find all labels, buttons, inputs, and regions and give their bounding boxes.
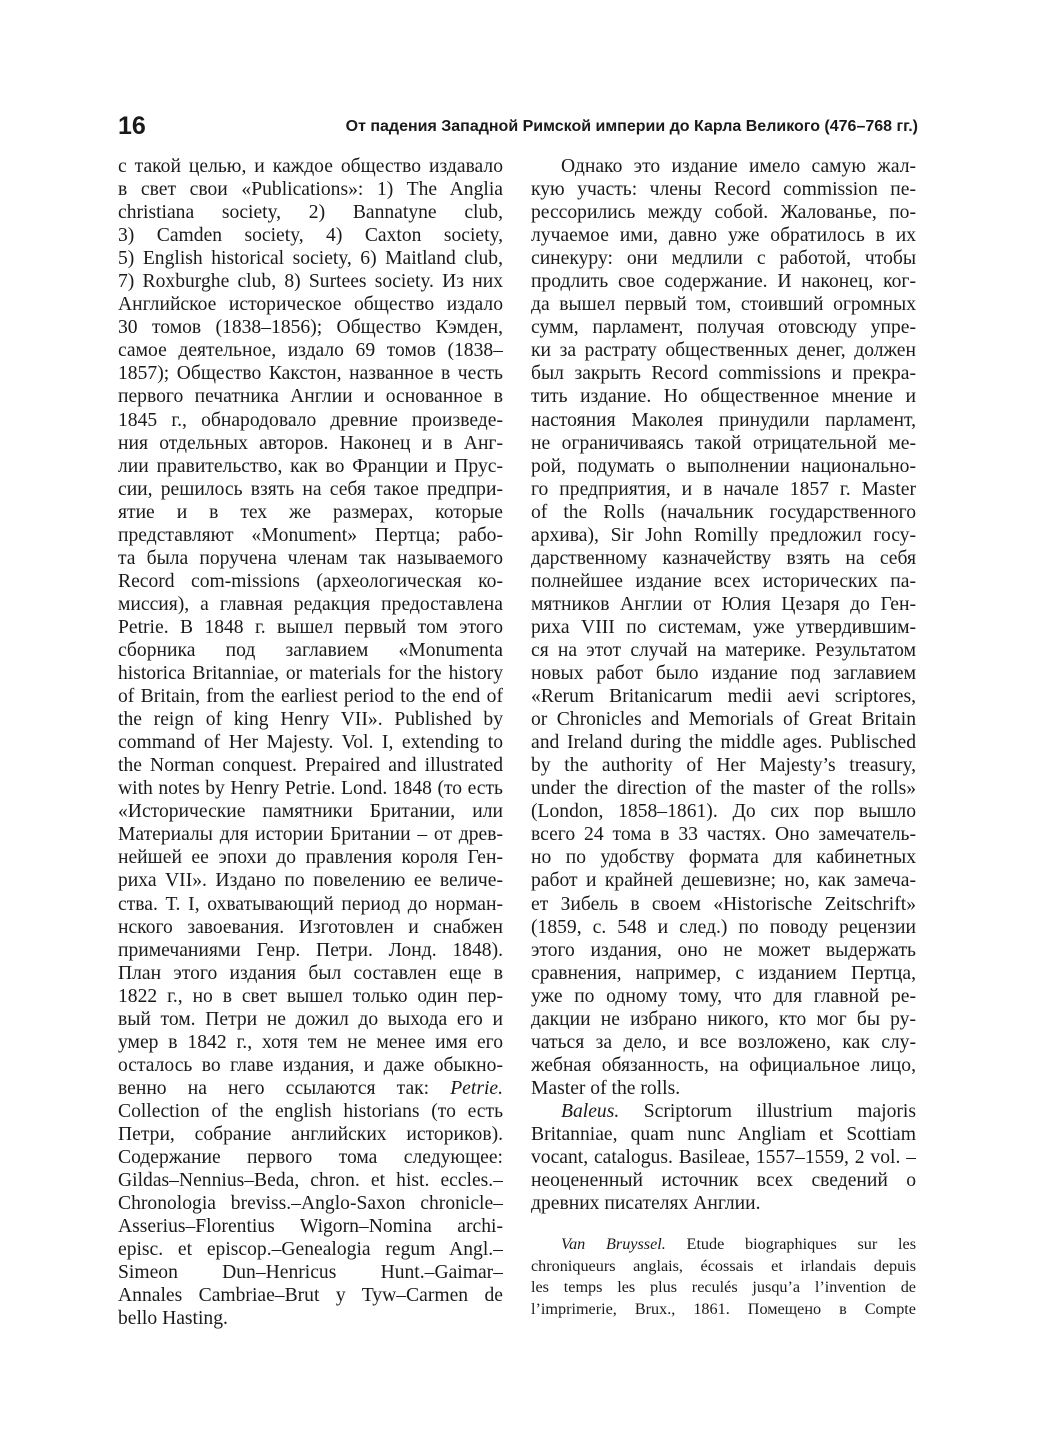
text-line: продлить свое содержание. И наконец, ког- — [531, 271, 916, 293]
text-line: (1859, с. 548 и след.) по поводу рецензии — [531, 916, 916, 938]
text-line: command of Her Majesty. Vol. I, extending to — [118, 732, 503, 754]
text-line: Содержание первого тома следующее: — [118, 1147, 503, 1169]
text-line: vocant, catalogus. Basileae, 1557–1559, 2 vol. – — [531, 1147, 916, 1169]
text-line: (London, 1858–1861). До сих пор вышло — [531, 801, 916, 823]
text-line: Петри, собрание английских историков). — [118, 1123, 503, 1145]
text-line: полнейшее издание всех исторических па- — [531, 570, 916, 592]
text-line: Britanniae, quam nunc Angliam et Scottiam — [531, 1123, 916, 1145]
text-line: ства. Т. I, охватывающий период до норман- — [118, 893, 503, 915]
text-line: ся на этот случай на материке. Результатом — [531, 639, 916, 661]
text-line: 1845 г., обнародовало древние произведе- — [118, 409, 503, 431]
text-line: тить издание. Но общественное мнение и — [531, 386, 916, 408]
text-line: но по удобству формата для кабинетных — [531, 847, 916, 869]
text-line: лучаемое ими, давно уже обратилось в их — [531, 225, 916, 247]
text-line: Asserius–Florentius Wigorn–Nomina archi- — [118, 1216, 503, 1238]
footnote-line: Van Bruyssel. Etude biographiques sur les — [561, 1235, 916, 1253]
text-line: примечаниями Генр. Петри. Лонд. 1848). — [118, 939, 503, 961]
footnote-line: l’imprimerie, Brux., 1861. Помещено в Compte — [531, 1299, 916, 1318]
text-line: новых работ было издание под заглавием — [531, 663, 916, 685]
text-line: с такой целью, и каждое общество издавало — [118, 156, 503, 177]
text-line: уже по одному тому, что для главной ре- — [531, 985, 916, 1007]
text-line: Baleus. Scriptorum illustrium majoris — [561, 1100, 916, 1122]
text-line: кую участь: члены Record commission пе- — [531, 179, 916, 201]
text-line: сумм, парламент, получая отовсюду упре- — [531, 317, 916, 339]
text-line: bello Hasting. — [118, 1308, 228, 1330]
text-line: был закрыть Record commissions и прекра- — [531, 363, 916, 385]
text-line: осталось во главе издания, и даже обыкно- — [118, 1054, 503, 1076]
text-line: вый том. Петри не дожил до выхода его и — [118, 1008, 503, 1030]
text-line: риха VIII по системам, уже утвердившим- — [531, 616, 916, 638]
text-line: Record com-missions (археологическая ко- — [118, 570, 503, 592]
text-line: historica Britanniae, or materials for the history — [118, 663, 503, 685]
text-line: Collection of the english historians (то есть — [118, 1100, 503, 1122]
running-title: От падения Западной Римской империи до Карла Великого (476–768 гг.) — [345, 118, 918, 135]
text-line: Petrie. В 1848 г. вышел первый том этого — [118, 616, 503, 638]
page-header — [118, 112, 918, 142]
footnote-line: chroniqueurs anglais, écossais et irlandais depuis — [531, 1256, 916, 1275]
text-line: or Chronicles and Memorials of Great Britain — [531, 709, 916, 731]
text-line: «Исторические памятники Британии, или — [118, 801, 503, 823]
text-line: by the authority of Her Majesty’s treasury, — [531, 755, 916, 777]
text-line: the Norman conquest. Prepaired and illustrated — [118, 755, 503, 777]
text-line: представляют «Monument» Пертца; рабо- — [118, 524, 503, 546]
text-line: Gildas–Nennius–Beda, chron. et hist. eccles.– — [118, 1170, 503, 1192]
text-line: 1857); Общество Какстон, названное в честь — [118, 363, 503, 385]
text-line: венно на него ссылаются так: Petrie. — [118, 1077, 503, 1099]
text-line: of the Rolls (начальник государственного — [531, 501, 916, 523]
footnote-line: les temps les plus reculés jusqu’a l’invention de — [531, 1278, 916, 1296]
text-line: christiana society, 2) Bannatyne club, — [118, 202, 503, 224]
text-line: синекуру: они медлили с работой, чтобы — [531, 248, 916, 270]
text-line: самое деятельное, издало 69 томов (1838– — [118, 340, 503, 362]
text-line: План этого издания был составлен еще в — [118, 962, 503, 984]
text-line: го предприятия, и в начале 1857 г. Master — [531, 478, 916, 500]
text-line: Однако это издание имело самую жал- — [561, 156, 916, 177]
text-line: ятие и в тех же размерах, которые — [118, 501, 503, 523]
text-line: настояния Маколея принудили парламент, — [531, 409, 916, 431]
text-line: нского завоевания. Изготовлен и снабжен — [118, 916, 503, 938]
text-line: the reign of king Henry VII». Published by — [118, 709, 503, 731]
text-line: Материалы для истории Британии – от древ- — [118, 824, 503, 846]
footnote — [531, 1234, 916, 1320]
text-line: ки за растрату общественных денег, должен — [531, 340, 916, 362]
text-line: Master of the rolls. — [531, 1077, 681, 1099]
right-text-column — [531, 155, 916, 1215]
text-line: мятников Англии от Юлия Цезаря до Ген- — [531, 593, 916, 615]
text-line: умер в 1842 г., хотя тем не менее имя его — [118, 1031, 503, 1053]
text-line: неоцененный источник всех сведений о — [531, 1170, 916, 1192]
text-line: 5) English historical society, 6) Maitland club, — [118, 248, 503, 270]
text-line: under the direction of the master of the rolls» — [531, 778, 916, 800]
text-line: первого печатника Англии и основанное в — [118, 386, 503, 408]
text-line: чаться за дело, и все возложено, как слу- — [531, 1031, 916, 1053]
text-line: ет Зибель в своем «Historische Zeitschrift» — [531, 893, 916, 915]
text-line: в свет свои «Publications»: 1) The Anglia — [118, 179, 503, 201]
text-line: жебная обязанность, на официальное лицо, — [531, 1054, 916, 1076]
text-line: of Britain, from the earliest period to the end of — [118, 686, 503, 708]
text-line: всего 24 тома в 33 частях. Оно замечатель- — [531, 824, 916, 846]
text-line: сборника под заглавием «Monumenta — [118, 639, 503, 661]
text-line: episc. et episcop.–Genealogia regum Angl.– — [118, 1239, 503, 1261]
text-line: миссия), а главная редакция предоставлена — [118, 593, 503, 615]
text-line: лии правительство, как во Франции и Прус- — [118, 455, 503, 477]
text-line: архива), Sir John Romilly предложил госу- — [531, 524, 916, 546]
text-line: не ограничиваясь такой отрицательной ме- — [531, 432, 916, 454]
text-line: ния отдельных авторов. Наконец и в Анг- — [118, 432, 503, 454]
text-line: Chronologia breviss.–Anglo-Saxon chronicle– — [118, 1193, 503, 1215]
text-line: Simeon Dun–Henricus Hunt.–Gaimar– — [118, 1262, 503, 1284]
text-line: 1822 г., но в свет вышел только один пер- — [118, 985, 503, 1007]
text-line: риха VII». Издано по повелению ее величе- — [118, 870, 503, 892]
text-line: древних писателях Англии. — [531, 1193, 761, 1215]
text-line: рой, подумать о выполнении национально- — [531, 455, 916, 477]
text-line: 3) Camden society, 4) Caxton society, — [118, 225, 503, 247]
left-text-column — [118, 155, 503, 1330]
text-line: дарственному казначейству взять на себя — [531, 547, 916, 569]
text-line: and Ireland during the middle ages. Publisched — [531, 732, 916, 754]
text-line: да вышел первый том, стоивший огромных — [531, 294, 916, 316]
text-line: дакции не избрано никого, кто мог бы ру- — [531, 1008, 916, 1030]
text-line: 30 томов (1838–1856); Общество Кэмден, — [118, 317, 503, 339]
page-number: 16 — [118, 112, 146, 140]
text-line: этого издания, оно не может выдержать — [531, 939, 916, 961]
text-line: «Rerum Britanicarum medii aevi scriptores, — [531, 686, 916, 708]
text-line: сравнения, например, с изданием Пертца, — [531, 962, 916, 984]
text-line: Annales Cambriae–Brut y Tyw–Carmen de — [118, 1285, 503, 1307]
text-line: 7) Roxburghe club, 8) Surtees society. Из них — [118, 271, 503, 293]
text-line: рессорились между собой. Жалованье, по- — [531, 202, 916, 224]
text-line: сии, решилось взять на себя такое предпри- — [118, 478, 503, 500]
text-line: Английское историческое общество издало — [118, 294, 503, 316]
text-line: та была поручена членам так называемого — [118, 547, 503, 569]
text-line: with notes by Henry Petrie. Lond. 1848 (то есть — [118, 778, 503, 800]
text-line: работ и крайней дешевизне; но, как замеча- — [531, 870, 916, 892]
text-line: нейшей ее эпохи до правления короля Ген- — [118, 847, 503, 869]
